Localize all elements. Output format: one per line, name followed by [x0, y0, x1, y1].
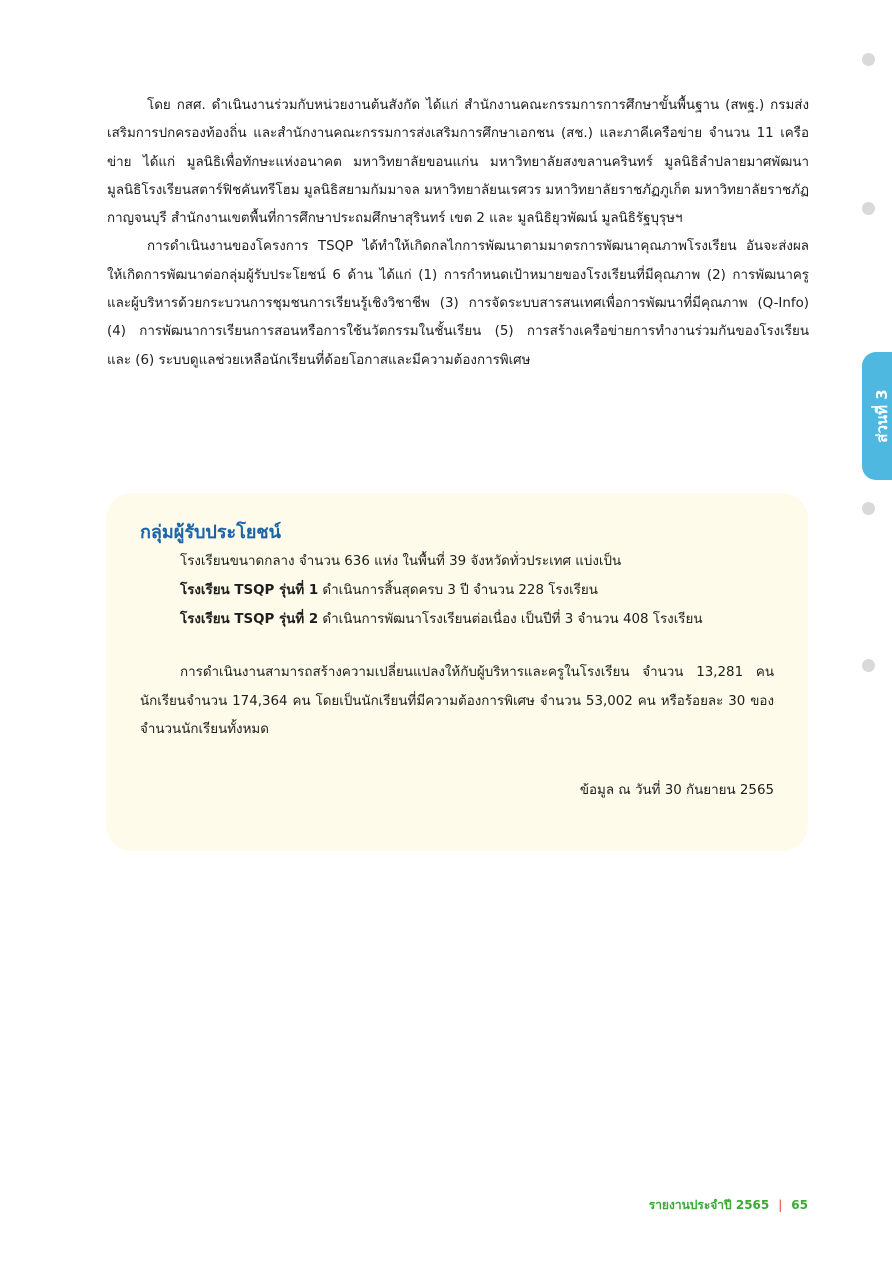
box-title: กลุ่มผู้รับประโยชน์: [140, 522, 281, 543]
batch-2-detail: ดำเนินการพัฒนาโรงเรียนต่อเนื่อง เป็นปีที่ 3 จำนวน 408 โรงเรียน: [318, 612, 703, 627]
batch-1-detail: ดำเนินการสิ้นสุดครบ 3 ปี จำนวน 228 โรงเรียน: [318, 583, 598, 598]
box-line-schools: โรงเรียนขนาดกลาง จำนวน 636 แห่ง ในพื้นที่ 39 จังหวัดทั่วประเทศ แบ่งเป็น: [180, 554, 622, 569]
section-tab: [862, 352, 892, 480]
beneficiaries-box: [106, 493, 808, 851]
batch-1-label: โรงเรียน TSQP รุ่นที่ 1: [180, 583, 319, 598]
margin-dot: [862, 659, 875, 672]
margin-dot: [862, 202, 875, 215]
footer-separator: |: [778, 1198, 783, 1212]
box-line-batch-2: [180, 608, 702, 629]
body-text: [107, 92, 809, 375]
box-paragraph: การดำเนินงานสามารถสร้างความเปลี่ยนแปลงให้กับผู้บริหารและครูในโรงเรียน จำนวน 13,281 คน นักเรียนจำนวน 174,364 คน โดยเป็นนักเรียนที่มีความต้องการพิเศษ จำนวน 53,002 คน หรือร้อยละ 30 ของจำนวนนักเรียนทั้งหมด: [140, 665, 774, 738]
body-paragraph-1: โดย กสศ. ดำเนินงานร่วมกับหน่วยงานต้นสังกัด ได้แก่ สำนักงานคณะกรรมการการศึกษาขั้นพื้นฐาน (สพฐ.) กรมส่งเสริมการปกครองท้องถิ่น และสำนักงานคณะกรรมการส่งเสริมการศึกษาเอกชน (สช.) และภาคีเครือข่าย จำนวน 11 เครือข่าย ได้แก่ มูลนิธิเพื่อทักษะแห่งอนาคต มหาวิทยาลัยขอนแก่น มหาวิทยาลัยสงขลานครินทร์ มูลนิธิลำปลายมาศพัฒนา มูลนิธิโรงเรียนสตาร์ฟิชคันทรีโฮม มูลนิธิสยามกัมมาจล มหาวิทยาลัยนเรศวร มหาวิทยาลัยราชภัฏภูเก็ต มหาวิทยาลัยราชภัฏกาญจนบุรี สำนักงานเขตพื้นที่การศึกษาประถมศึกษาสุรินทร์ เขต 2 และ มูลนิธิยุวพัฒน์ มูลนิธิรัฐบุรุษฯ: [107, 98, 809, 227]
margin-dot: [862, 502, 875, 515]
page-number: 65: [791, 1198, 808, 1212]
data-source-note: ข้อมูล ณ วันที่ 30 กันยายน 2565: [579, 783, 774, 798]
batch-2-label: โรงเรียน TSQP รุ่นที่ 2: [180, 612, 319, 627]
page-footer: [649, 1196, 808, 1215]
body-paragraph-2: การดำเนินงานของโครงการ TSQP ได้ทำให้เกิดกลไกการพัฒนาตามมาตรการพัฒนาคุณภาพโรงเรียน อันจะส่งผลให้เกิดการพัฒนาต่อกลุ่มผู้รับประโยชน์ 6 ด้าน ได้แก่ (1) การกำหนดเป้าหมายของโรงเรียนที่มีคุณภาพ (2) การพัฒนาครูและผู้บริหารด้วยกระบวนการชุมชนการเรียนรู้เชิงวิชาชีพ (3) การจัดระบบสารสนเทศเพื่อการพัฒนาที่มีคุณภาพ (Q-Info) (4) การพัฒนาการเรียนการสอนหรือการใช้นวัตกรรมในชั้นเรียน (5) การสร้างเครือข่ายการทำงานร่วมกันของโรงเรียน และ (6) ระบบดูแลช่วยเหลือนักเรียนที่ด้อยโอกาสและมีความต้องการพิเศษ: [107, 239, 809, 368]
box-line-batch-1: [180, 579, 598, 600]
margin-dot: [862, 53, 875, 66]
footer-report-title: รายงานประจำปี 2565: [648, 1198, 770, 1212]
section-tab-label: ส่วนที่ 3: [873, 389, 891, 443]
